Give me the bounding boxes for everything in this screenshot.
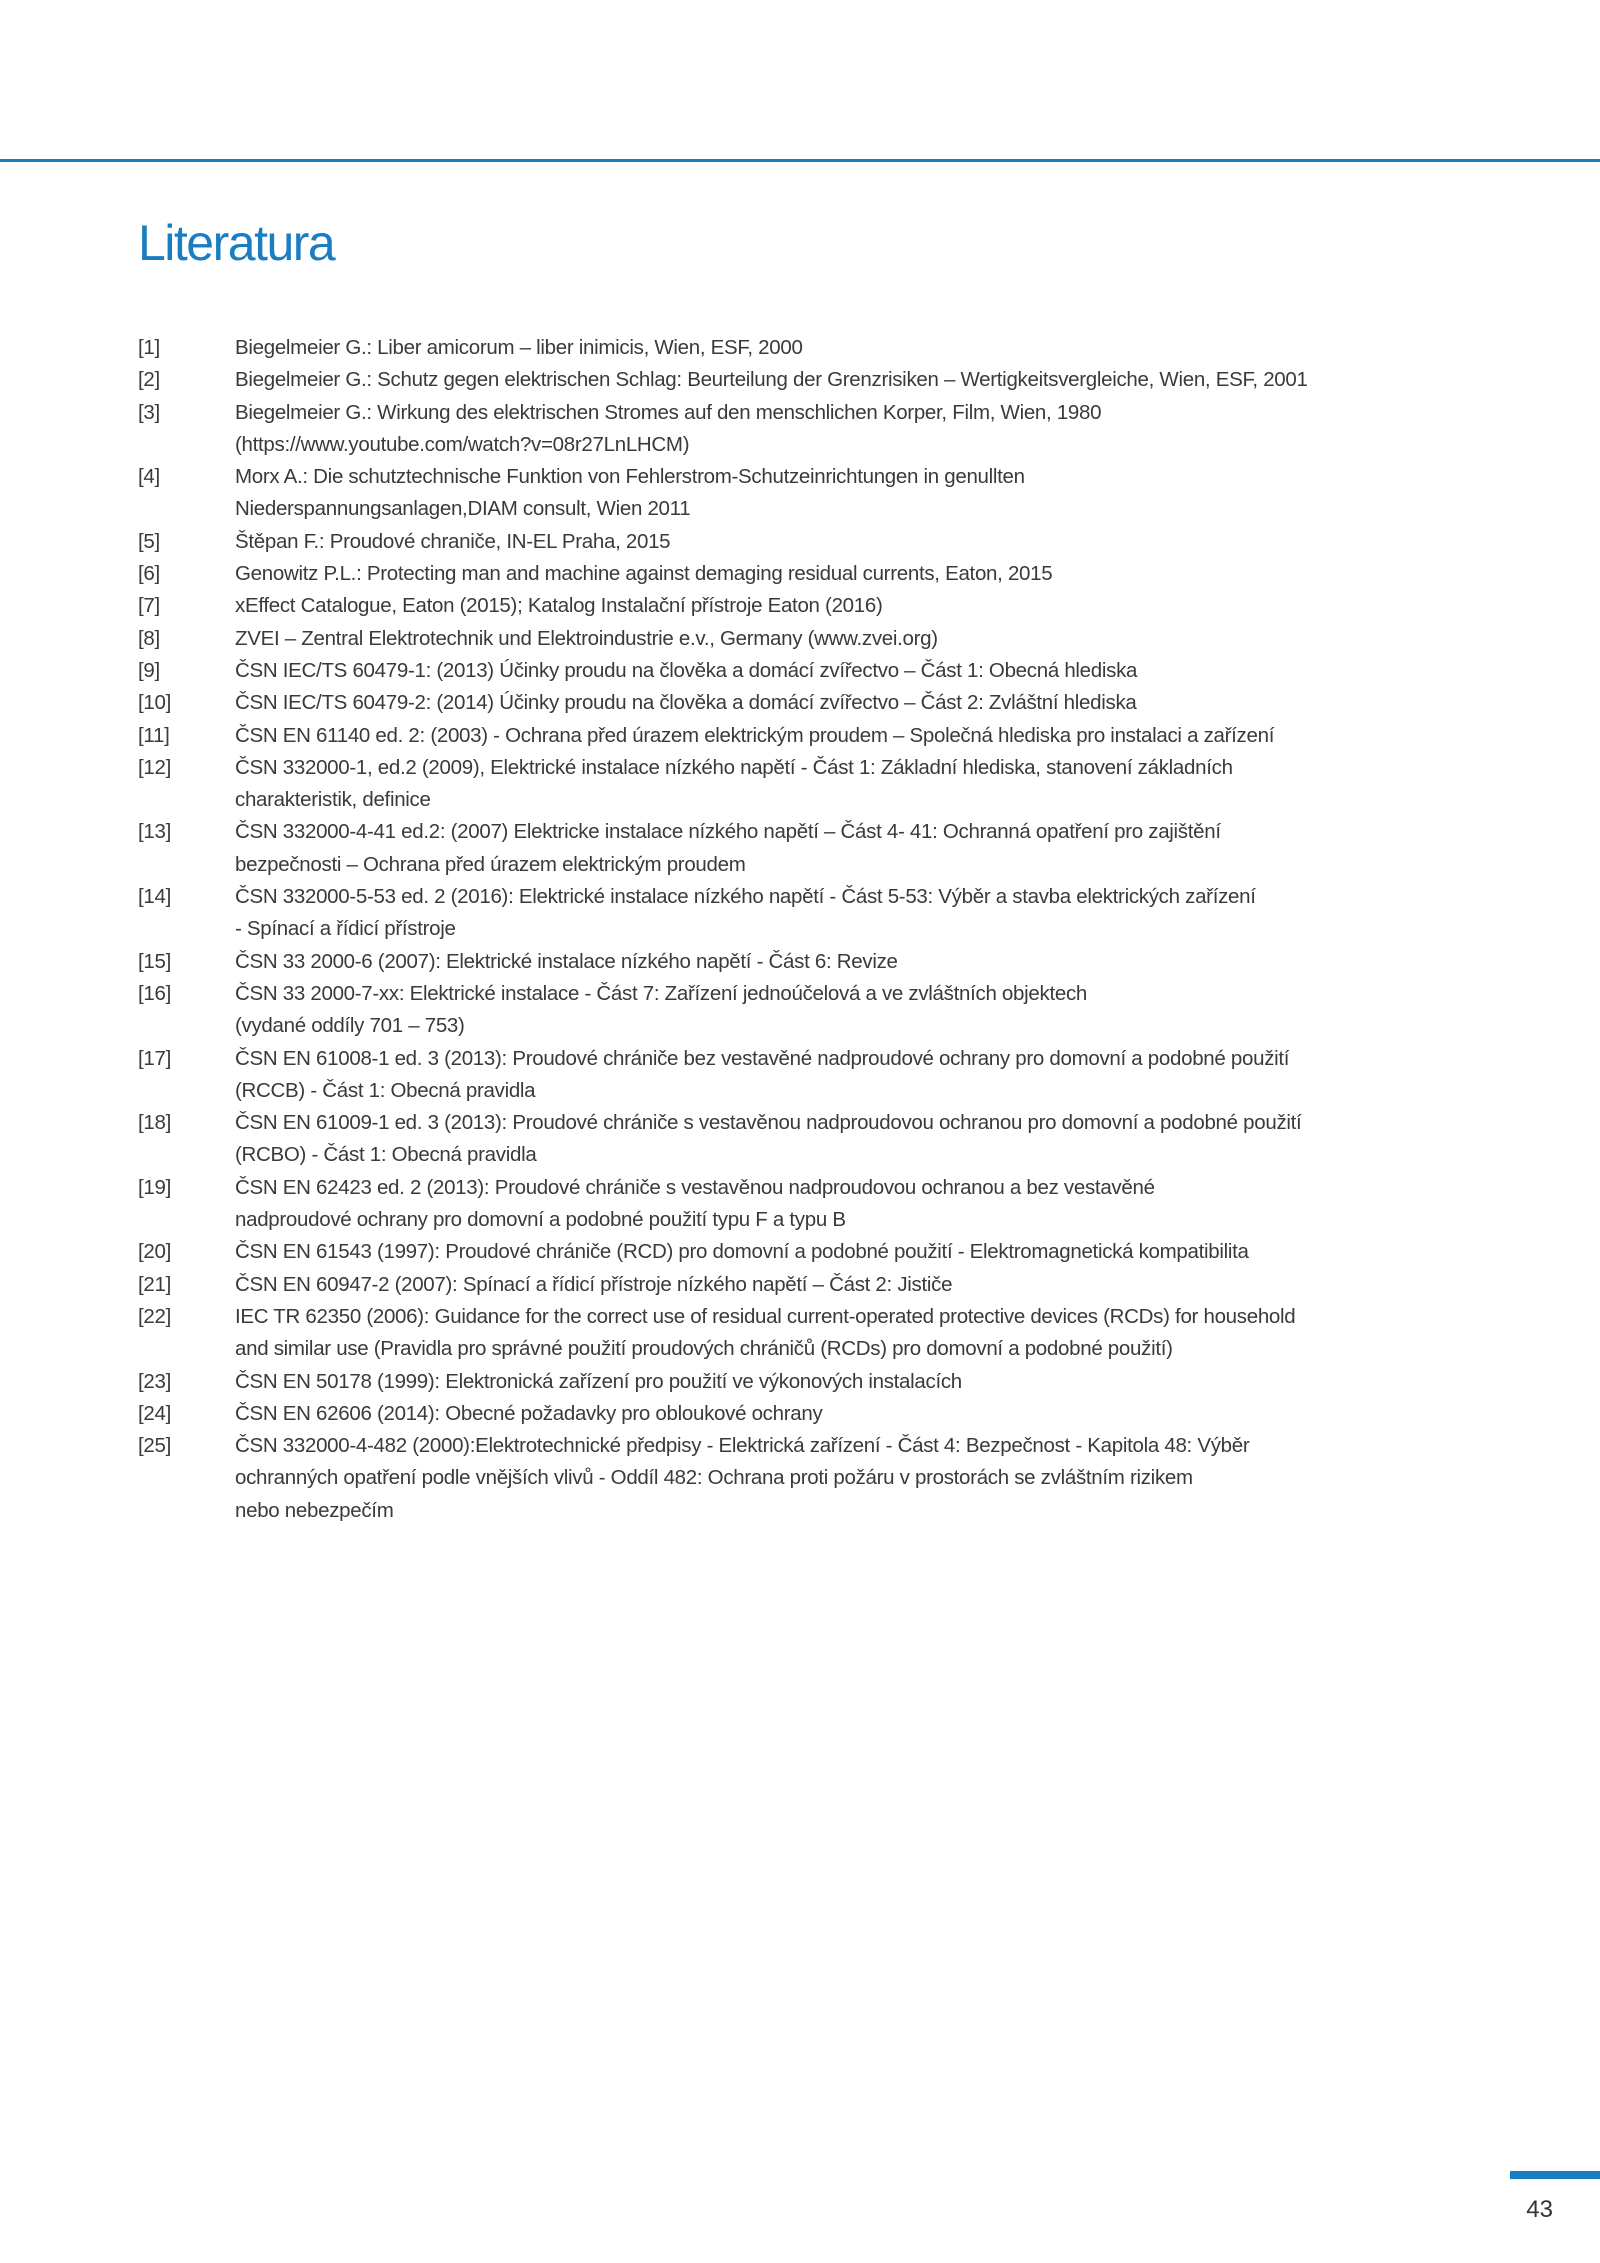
reference-item bbox=[138, 1366, 1468, 1398]
reference-number: [14] bbox=[138, 885, 171, 909]
reference-text bbox=[235, 558, 1468, 590]
reference-text bbox=[235, 1107, 1468, 1172]
reference-number: [2] bbox=[138, 368, 160, 392]
reference-text bbox=[235, 752, 1468, 817]
reference-text-line: Genowitz P.L.: Protecting man and machine against demaging residual currents, Eaton, 2015 bbox=[235, 562, 1053, 586]
reference-text-line: (vydané oddíly 701 – 753) bbox=[235, 1014, 465, 1038]
reference-text-line: bezpečnosti – Ochrana před úrazem elektrickým proudem bbox=[235, 852, 746, 876]
reference-item bbox=[138, 397, 1468, 462]
reference-text-line: ČSN EN 62606 (2014): Obecné požadavky pro obloukové ochrany bbox=[235, 1401, 823, 1425]
reference-text-line: IEC TR 62350 (2006): Guidance for the correct use of residual current-operated protective devices (RCDs) for household bbox=[235, 1304, 1296, 1328]
reference-text-line: xEffect Catalogue, Eaton (2015); Katalog Instalační přístroje Eaton (2016) bbox=[235, 594, 883, 618]
reference-text bbox=[235, 590, 1468, 622]
reference-text-line: (https://www.youtube.com/watch?v=08r27LnLHCM) bbox=[235, 432, 690, 456]
reference-number: [12] bbox=[138, 755, 171, 779]
reference-text bbox=[235, 397, 1468, 462]
reference-item bbox=[138, 816, 1468, 881]
reference-text-line: ČSN EN 61543 (1997): Proudové chrániče (RCD) pro domovní a podobné použití - Elektromagnetická kompatibilita bbox=[235, 1240, 1249, 1264]
reference-number: [9] bbox=[138, 658, 160, 682]
reference-text-line: - Spínací a řídicí přístroje bbox=[235, 917, 456, 941]
reference-text-line: ČSN IEC/TS 60479-1: (2013) Účinky proudu na člověka a domácí zvířectvo – Část 1: Obecná hlediska bbox=[235, 658, 1138, 682]
reference-number: [19] bbox=[138, 1175, 171, 1199]
reference-text bbox=[235, 1430, 1468, 1527]
reference-text-line: (RCCB) - Část 1: Obecná pravidla bbox=[235, 1078, 536, 1102]
reference-text bbox=[235, 978, 1468, 1043]
reference-number: [15] bbox=[138, 949, 171, 973]
reference-text-line: Biegelmeier G.: Schutz gegen elektrischen Schlag: Beurteilung der Grenzrisiken – Wertigkeitsvergleiche, Wien, ESF, 2001 bbox=[235, 368, 1308, 392]
reference-text bbox=[235, 816, 1468, 881]
reference-text-line: ČSN 332000-4-41 ed.2: (2007) Elektricke instalace nízkého napětí – Část 4- 41: Ochranná opatření pro zajištění bbox=[235, 820, 1221, 844]
reference-item bbox=[138, 655, 1468, 687]
reference-item bbox=[138, 1236, 1468, 1268]
reference-text-line: ČSN IEC/TS 60479-2: (2014) Účinky proudu na člověka a domácí zvířectvo – Část 2: Zvláštní hlediska bbox=[235, 691, 1137, 715]
reference-text-line: ČSN EN 61140 ed. 2: (2003) - Ochrana před úrazem elektrickým proudem – Společná hlediska pro instalaci a zařízení bbox=[235, 723, 1275, 747]
reference-text bbox=[235, 1366, 1468, 1398]
reference-number: [8] bbox=[138, 626, 160, 650]
reference-text-line: Štěpan F.: Proudové chraniče, IN-EL Praha, 2015 bbox=[235, 529, 671, 553]
reference-item bbox=[138, 978, 1468, 1043]
reference-item bbox=[138, 1172, 1468, 1237]
reference-number: [16] bbox=[138, 981, 171, 1005]
reference-text bbox=[235, 526, 1468, 558]
reference-list bbox=[138, 332, 1468, 1527]
reference-text bbox=[235, 655, 1468, 687]
reference-number: [20] bbox=[138, 1240, 171, 1264]
reference-text bbox=[235, 1301, 1468, 1366]
reference-text-line: Biegelmeier G.: Liber amicorum – liber inimicis, Wien, ESF, 2000 bbox=[235, 336, 803, 359]
reference-text-line: nadproudové ochrany pro domovní a podobné použití typu F a typu B bbox=[235, 1208, 846, 1232]
reference-text bbox=[235, 461, 1468, 526]
reference-text-line: ČSN 33 2000-6 (2007): Elektrické instalace nízkého napětí - Část 6: Revize bbox=[235, 949, 898, 973]
reference-item bbox=[138, 1398, 1468, 1430]
reference-number: [11] bbox=[138, 723, 170, 747]
reference-item bbox=[138, 364, 1468, 396]
reference-text bbox=[235, 1269, 1468, 1301]
reference-text bbox=[235, 1398, 1468, 1430]
reference-number: [25] bbox=[138, 1434, 171, 1458]
reference-number: [4] bbox=[138, 465, 160, 489]
reference-number: [7] bbox=[138, 594, 160, 618]
reference-text bbox=[235, 946, 1468, 978]
reference-text-line: ČSN 332000-5-53 ed. 2 (2016): Elektrické instalace nízkého napětí - Část 5-53: Výběr a stavba elektrických zařízení bbox=[235, 885, 1256, 909]
reference-number: [13] bbox=[138, 820, 171, 844]
reference-text-line: ČSN 332000-1, ed.2 (2009), Elektrické instalace nízkého napětí - Část 1: Základní hlediska, stanovení základních bbox=[235, 755, 1233, 779]
reference-item bbox=[138, 1043, 1468, 1108]
reference-item bbox=[138, 590, 1468, 622]
header-rule bbox=[0, 159, 1600, 162]
reference-number: [21] bbox=[138, 1272, 171, 1296]
reference-text-line: ČSN EN 61008-1 ed. 3 (2013): Proudové chrániče bez vestavěné nadproudové ochrany pro domovní a podobné použití bbox=[235, 1046, 1290, 1070]
reference-text bbox=[235, 687, 1468, 719]
reference-text-line: ČSN EN 62423 ed. 2 (2013): Proudové chrániče s vestavěnou nadproudovou ochranou a bez vestavěné bbox=[235, 1175, 1155, 1199]
reference-text bbox=[235, 720, 1468, 752]
reference-text bbox=[235, 1172, 1468, 1237]
reference-text bbox=[235, 1236, 1468, 1268]
reference-number: [10] bbox=[138, 691, 171, 715]
reference-text bbox=[235, 364, 1468, 396]
reference-text bbox=[235, 623, 1468, 655]
reference-text bbox=[235, 332, 1468, 364]
reference-text-line: ČSN EN 50178 (1999): Elektronická zařízení pro použití ve výkonových instalacích bbox=[235, 1369, 962, 1393]
reference-item bbox=[138, 1269, 1468, 1301]
reference-text bbox=[235, 1043, 1468, 1108]
reference-number: [18] bbox=[138, 1111, 171, 1135]
reference-item bbox=[138, 720, 1468, 752]
page-title: Literatura bbox=[138, 215, 335, 271]
reference-text-line: Niederspannungsanlagen,DIAM consult, Wien 2011 bbox=[235, 497, 691, 521]
reference-item bbox=[138, 881, 1468, 946]
reference-text-line: ČSN EN 60947-2 (2007): Spínací a řídicí přístroje nízkého napětí – Část 2: Jističe bbox=[235, 1272, 953, 1296]
page-number-accent-bar bbox=[1510, 2171, 1600, 2179]
reference-text-line: ČSN 332000-4-482 (2000):Elektrotechnické předpisy - Elektrická zařízení - Část 4: Bezpečnost - Kapitola 48: Výběr bbox=[235, 1434, 1250, 1458]
reference-item bbox=[138, 1301, 1468, 1366]
reference-item bbox=[138, 558, 1468, 590]
reference-text bbox=[235, 881, 1468, 946]
reference-item bbox=[138, 1107, 1468, 1172]
reference-item bbox=[138, 461, 1468, 526]
page-number: 43 bbox=[1526, 2196, 1553, 2223]
reference-number: [6] bbox=[138, 562, 160, 586]
reference-text-line: nebo nebezpečím bbox=[235, 1498, 394, 1522]
reference-number: [23] bbox=[138, 1369, 171, 1393]
reference-item bbox=[138, 946, 1468, 978]
reference-item bbox=[138, 332, 1468, 364]
reference-item bbox=[138, 687, 1468, 719]
reference-text-line: ZVEI – Zentral Elektrotechnik und Elektroindustrie e.v., Germany (www.zvei.org) bbox=[235, 626, 938, 650]
reference-item bbox=[138, 752, 1468, 817]
reference-item bbox=[138, 623, 1468, 655]
reference-number: [22] bbox=[138, 1304, 171, 1328]
reference-item bbox=[138, 1430, 1468, 1527]
reference-text-line: Morx A.: Die schutztechnische Funktion von Fehlerstrom-Schutzeinrichtungen in genullten bbox=[235, 465, 1025, 489]
reference-text-line: ochranných opatření podle vnějších vlivů - Oddíl 482: Ochrana proti požáru v prostorách se zvláštním rizikem bbox=[235, 1466, 1193, 1490]
reference-number: [1] bbox=[138, 336, 160, 359]
reference-text-line: ČSN 33 2000-7-xx: Elektrické instalace - Část 7: Zařízení jednoúčelová a ve zvláštních objektech bbox=[235, 981, 1087, 1005]
reference-text-line: ČSN EN 61009-1 ed. 3 (2013): Proudové chrániče s vestavěnou nadproudovou ochranou pro domovní a podobné použití bbox=[235, 1111, 1302, 1135]
reference-number: [5] bbox=[138, 529, 160, 553]
reference-item bbox=[138, 526, 1468, 558]
reference-number: [24] bbox=[138, 1401, 171, 1425]
reference-number: [17] bbox=[138, 1046, 171, 1070]
reference-text-line: and similar use (Pravidla pro správné použití proudových chráničů (RCDs) pro domovní a podobné použití) bbox=[235, 1337, 1173, 1361]
reference-text-line: (RCBO) - Část 1: Obecná pravidla bbox=[235, 1143, 537, 1167]
reference-text-line: charakteristik, definice bbox=[235, 788, 431, 812]
reference-number: [3] bbox=[138, 400, 160, 424]
reference-text-line: Biegelmeier G.: Wirkung des elektrischen Stromes auf den menschlichen Korper, Film, Wien, 1980 bbox=[235, 400, 1102, 424]
